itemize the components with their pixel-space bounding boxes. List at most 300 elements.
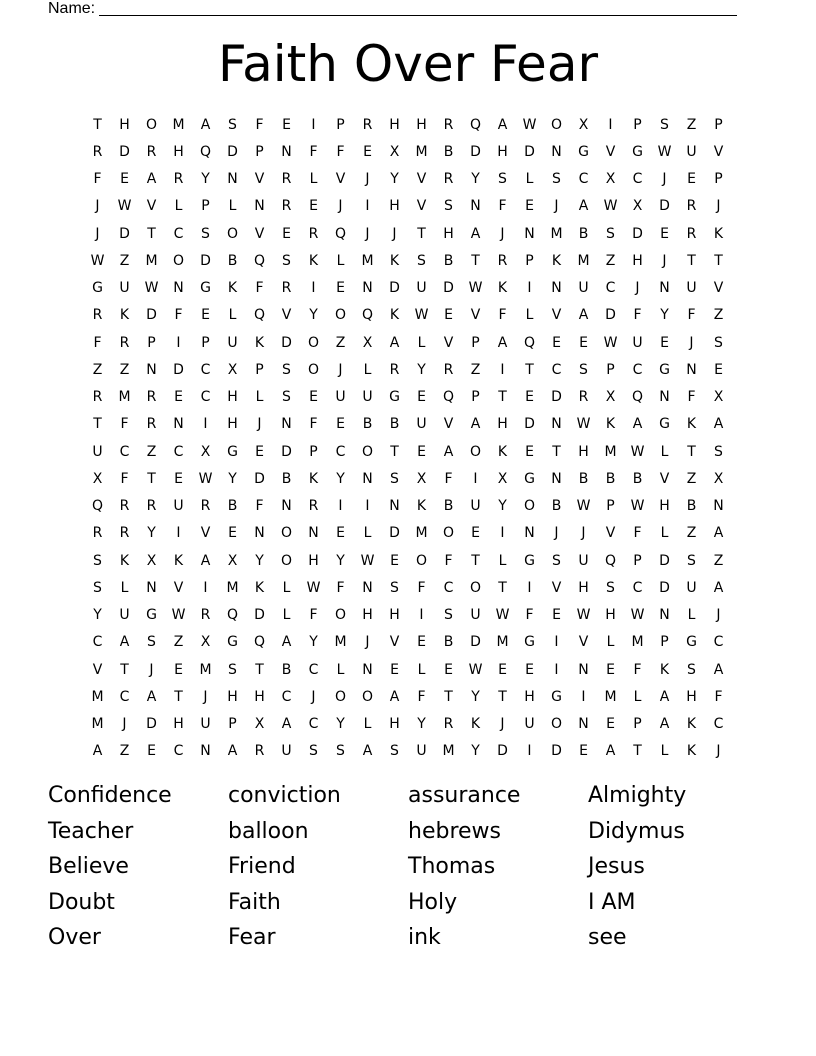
grid-letter[interactable]: H xyxy=(605,607,616,624)
grid-letter[interactable]: F xyxy=(120,416,129,433)
grid-letter[interactable]: M xyxy=(442,743,455,760)
grid-letter[interactable]: R xyxy=(146,416,157,433)
grid-letter[interactable]: S xyxy=(579,361,588,378)
grid-letter[interactable]: R xyxy=(443,116,454,133)
grid-letter[interactable]: W xyxy=(468,280,483,297)
grid-letter[interactable]: N xyxy=(578,661,589,678)
grid-letter[interactable]: R xyxy=(200,498,211,515)
grid-letter[interactable]: Y xyxy=(471,688,480,705)
grid-letter[interactable]: W xyxy=(144,280,159,297)
grid-letter[interactable]: I xyxy=(203,579,208,596)
grid-letter[interactable]: A xyxy=(200,552,211,569)
grid-letter[interactable]: P xyxy=(660,634,669,651)
grid-letter[interactable]: H xyxy=(659,498,670,515)
grid-letter[interactable]: H xyxy=(578,579,589,596)
grid-letter[interactable]: C xyxy=(551,361,562,378)
grid-letter[interactable]: W xyxy=(630,498,645,515)
grid-letter[interactable]: H xyxy=(443,225,454,242)
grid-letter[interactable]: E xyxy=(282,116,291,133)
grid-letter[interactable]: V xyxy=(605,525,616,542)
grid-letter[interactable]: Z xyxy=(470,361,481,378)
grid-letter[interactable]: T xyxy=(633,743,642,760)
grid-letter[interactable]: N xyxy=(362,280,373,297)
grid-letter[interactable]: S xyxy=(606,225,615,242)
grid-letter[interactable]: Y xyxy=(390,171,399,188)
grid-letter[interactable]: Y xyxy=(336,716,345,733)
grid-letter[interactable]: G xyxy=(578,143,589,160)
grid-letter[interactable]: D xyxy=(200,252,211,269)
grid-letter[interactable]: B xyxy=(443,498,454,515)
grid-letter[interactable]: R xyxy=(686,198,697,215)
grid-letter[interactable]: N xyxy=(281,143,292,160)
grid-letter[interactable]: E xyxy=(552,607,561,624)
grid-letter[interactable]: U xyxy=(119,607,130,624)
grid-letter[interactable]: R xyxy=(281,171,292,188)
grid-letter[interactable]: V xyxy=(200,525,211,542)
grid-letter[interactable]: K xyxy=(254,579,265,596)
grid-letter[interactable]: M xyxy=(118,389,131,406)
grid-letter[interactable]: T xyxy=(498,688,507,705)
grid-letter[interactable]: B xyxy=(578,470,589,487)
grid-letter[interactable]: E xyxy=(606,661,615,678)
grid-letter[interactable]: L xyxy=(417,661,426,678)
grid-letter[interactable]: J xyxy=(635,280,640,297)
grid-letter[interactable]: Q xyxy=(91,498,104,515)
grid-letter[interactable]: X xyxy=(416,470,427,487)
grid-letter[interactable]: H xyxy=(389,716,400,733)
grid-letter[interactable]: P xyxy=(633,116,642,133)
grid-letter[interactable]: O xyxy=(280,552,293,569)
grid-letter[interactable]: C xyxy=(578,171,589,188)
grid-letter[interactable]: K xyxy=(119,552,130,569)
grid-letter[interactable]: H xyxy=(173,143,184,160)
grid-letter[interactable]: M xyxy=(145,252,158,269)
grid-letter[interactable]: K xyxy=(686,416,697,433)
grid-letter[interactable]: E xyxy=(552,334,561,351)
grid-letter[interactable]: A xyxy=(713,661,724,678)
grid-letter[interactable]: P xyxy=(633,716,642,733)
grid-letter[interactable]: P xyxy=(255,143,264,160)
grid-letter[interactable]: F xyxy=(417,579,426,596)
grid-letter[interactable]: A xyxy=(227,743,238,760)
grid-letter[interactable]: L xyxy=(660,443,669,460)
grid-letter[interactable]: T xyxy=(174,688,183,705)
grid-letter[interactable]: L xyxy=(120,579,129,596)
grid-letter[interactable]: E xyxy=(174,470,183,487)
grid-letter[interactable]: P xyxy=(633,552,642,569)
grid-letter[interactable]: E xyxy=(417,634,426,651)
grid-letter[interactable]: P xyxy=(714,171,723,188)
grid-letter[interactable]: U xyxy=(281,743,292,760)
grid-letter[interactable]: S xyxy=(687,552,696,569)
grid-letter[interactable]: H xyxy=(578,443,589,460)
grid-letter[interactable]: O xyxy=(226,225,239,242)
grid-letter[interactable]: A xyxy=(713,579,724,596)
grid-letter[interactable]: F xyxy=(498,307,507,324)
grid-letter[interactable]: E xyxy=(228,525,237,542)
grid-letter[interactable]: R xyxy=(119,498,130,515)
grid-letter[interactable]: S xyxy=(282,252,291,269)
grid-letter[interactable]: C xyxy=(308,716,319,733)
grid-letter[interactable]: L xyxy=(174,198,183,215)
grid-letter[interactable]: J xyxy=(257,416,262,433)
grid-letter[interactable]: L xyxy=(525,307,534,324)
grid-letter[interactable]: L xyxy=(498,552,507,569)
grid-letter[interactable]: M xyxy=(415,525,428,542)
grid-letter[interactable]: N xyxy=(659,607,670,624)
grid-letter[interactable]: L xyxy=(282,607,291,624)
grid-letter[interactable]: B xyxy=(362,416,373,433)
grid-letter[interactable]: X xyxy=(254,716,265,733)
grid-letter[interactable]: O xyxy=(145,116,158,133)
grid-letter[interactable]: B xyxy=(389,416,400,433)
grid-letter[interactable]: Z xyxy=(92,361,103,378)
grid-letter[interactable]: Y xyxy=(417,716,426,733)
grid-letter[interactable]: H xyxy=(227,688,238,705)
grid-letter[interactable]: G xyxy=(524,552,535,569)
grid-letter[interactable]: D xyxy=(281,443,292,460)
grid-letter[interactable]: Y xyxy=(309,634,318,651)
grid-letter[interactable]: U xyxy=(578,552,589,569)
grid-letter[interactable]: I xyxy=(554,634,559,651)
grid-letter[interactable]: L xyxy=(336,661,345,678)
grid-letter[interactable]: V xyxy=(92,661,103,678)
grid-letter[interactable]: J xyxy=(365,634,370,651)
grid-letter[interactable]: A xyxy=(605,743,616,760)
grid-letter[interactable]: V xyxy=(443,416,454,433)
grid-letter[interactable]: C xyxy=(200,389,211,406)
grid-letter[interactable]: N xyxy=(281,416,292,433)
grid-letter[interactable]: C xyxy=(200,361,211,378)
grid-letter[interactable]: R xyxy=(389,361,400,378)
grid-letter[interactable]: U xyxy=(119,280,130,297)
grid-letter[interactable]: N xyxy=(551,280,562,297)
grid-letter[interactable]: P xyxy=(201,334,210,351)
grid-letter[interactable]: G xyxy=(659,416,670,433)
grid-letter[interactable]: D xyxy=(659,552,670,569)
grid-letter[interactable]: S xyxy=(714,443,723,460)
grid-letter[interactable]: N xyxy=(362,470,373,487)
grid-letter[interactable]: D xyxy=(659,579,670,596)
grid-letter[interactable]: F xyxy=(255,280,264,297)
grid-letter[interactable]: N xyxy=(146,579,157,596)
grid-letter[interactable]: O xyxy=(172,252,185,269)
grid-letter[interactable]: G xyxy=(227,634,238,651)
grid-letter[interactable]: N xyxy=(713,498,724,515)
grid-letter[interactable]: B xyxy=(281,470,292,487)
grid-letter[interactable]: C xyxy=(632,579,643,596)
grid-letter[interactable]: X xyxy=(227,361,238,378)
grid-letter[interactable]: C xyxy=(119,443,130,460)
grid-letter[interactable]: B xyxy=(443,634,454,651)
grid-letter[interactable]: W xyxy=(171,607,186,624)
grid-letter[interactable]: H xyxy=(389,116,400,133)
grid-letter[interactable]: F xyxy=(633,661,642,678)
grid-letter[interactable]: F xyxy=(93,171,102,188)
grid-letter[interactable]: T xyxy=(498,579,507,596)
grid-letter[interactable]: D xyxy=(632,225,643,242)
grid-letter[interactable]: I xyxy=(176,525,181,542)
grid-letter[interactable]: X xyxy=(578,116,589,133)
grid-letter[interactable]: G xyxy=(551,688,562,705)
grid-letter[interactable]: Z xyxy=(686,116,697,133)
grid-letter[interactable]: U xyxy=(227,334,238,351)
grid-letter[interactable]: Y xyxy=(336,470,345,487)
grid-letter[interactable]: C xyxy=(92,634,103,651)
grid-letter[interactable]: T xyxy=(687,252,696,269)
grid-letter[interactable]: Q xyxy=(523,334,536,351)
grid-letter[interactable]: R xyxy=(146,143,157,160)
grid-letter[interactable]: P xyxy=(714,116,723,133)
grid-letter[interactable]: X xyxy=(713,470,724,487)
grid-letter[interactable]: F xyxy=(687,389,696,406)
grid-letter[interactable]: X xyxy=(200,443,211,460)
grid-letter[interactable]: J xyxy=(338,361,343,378)
grid-letter[interactable]: Q xyxy=(226,607,239,624)
grid-letter[interactable]: Q xyxy=(253,634,266,651)
grid-letter[interactable]: W xyxy=(495,607,510,624)
grid-letter[interactable]: A xyxy=(281,716,292,733)
grid-letter[interactable]: L xyxy=(660,525,669,542)
grid-letter[interactable]: E xyxy=(525,198,534,215)
grid-letter[interactable]: V xyxy=(389,634,400,651)
grid-letter[interactable]: S xyxy=(498,171,507,188)
grid-letter[interactable]: V xyxy=(605,143,616,160)
grid-letter[interactable]: K xyxy=(686,743,697,760)
grid-letter[interactable]: U xyxy=(686,579,697,596)
grid-letter[interactable]: Z xyxy=(173,634,184,651)
grid-letter[interactable]: H xyxy=(362,607,373,624)
grid-letter[interactable]: L xyxy=(606,634,615,651)
grid-letter[interactable]: H xyxy=(524,688,535,705)
grid-letter[interactable]: R xyxy=(92,525,103,542)
grid-letter[interactable]: A xyxy=(713,525,724,542)
grid-letter[interactable]: R xyxy=(308,498,319,515)
grid-letter[interactable]: C xyxy=(335,443,346,460)
grid-letter[interactable]: Y xyxy=(228,470,237,487)
grid-letter[interactable]: K xyxy=(497,443,508,460)
grid-letter[interactable]: V xyxy=(551,579,562,596)
grid-letter[interactable]: A xyxy=(497,116,508,133)
grid-letter[interactable]: S xyxy=(390,579,399,596)
grid-letter[interactable]: F xyxy=(687,307,696,324)
grid-letter[interactable]: A xyxy=(659,716,670,733)
grid-letter[interactable]: L xyxy=(228,307,237,324)
grid-letter[interactable]: I xyxy=(176,334,181,351)
grid-letter[interactable]: J xyxy=(716,198,721,215)
grid-letter[interactable]: Q xyxy=(442,389,455,406)
grid-letter[interactable]: L xyxy=(660,743,669,760)
grid-letter[interactable]: N xyxy=(173,416,184,433)
grid-letter[interactable]: X xyxy=(497,470,508,487)
grid-letter[interactable]: N xyxy=(470,198,481,215)
grid-letter[interactable]: P xyxy=(471,334,480,351)
grid-letter[interactable]: K xyxy=(416,498,427,515)
grid-letter[interactable]: X xyxy=(389,143,400,160)
grid-letter[interactable]: N xyxy=(146,361,157,378)
grid-letter[interactable]: X xyxy=(362,334,373,351)
grid-letter[interactable]: F xyxy=(714,688,723,705)
grid-letter[interactable]: M xyxy=(577,252,590,269)
grid-letter[interactable]: Q xyxy=(604,552,617,569)
grid-letter[interactable]: Q xyxy=(469,116,482,133)
grid-letter[interactable]: M xyxy=(199,661,212,678)
grid-letter[interactable]: F xyxy=(309,416,318,433)
grid-letter[interactable]: T xyxy=(147,470,156,487)
grid-letter[interactable]: G xyxy=(524,634,535,651)
grid-letter[interactable]: V xyxy=(470,307,481,324)
grid-letter[interactable]: F xyxy=(525,607,534,624)
grid-letter[interactable]: I xyxy=(311,280,316,297)
grid-letter[interactable]: Q xyxy=(631,389,644,406)
grid-letter[interactable]: E xyxy=(417,443,426,460)
grid-letter[interactable]: P xyxy=(525,252,534,269)
grid-letter[interactable]: F xyxy=(417,688,426,705)
grid-letter[interactable]: A xyxy=(389,688,400,705)
grid-letter[interactable]: K xyxy=(254,334,265,351)
grid-letter[interactable]: W xyxy=(360,552,375,569)
grid-letter[interactable]: X xyxy=(200,634,211,651)
grid-letter[interactable]: T xyxy=(687,443,696,460)
grid-letter[interactable]: W xyxy=(117,198,132,215)
grid-letter[interactable]: T xyxy=(498,389,507,406)
grid-letter[interactable]: D xyxy=(119,143,130,160)
grid-letter[interactable]: C xyxy=(281,688,292,705)
grid-letter[interactable]: T xyxy=(120,661,129,678)
grid-letter[interactable]: G xyxy=(632,143,643,160)
grid-letter[interactable]: F xyxy=(120,470,129,487)
grid-letter[interactable]: L xyxy=(525,171,534,188)
grid-letter[interactable]: G xyxy=(200,280,211,297)
grid-letter[interactable]: Y xyxy=(93,607,102,624)
grid-letter[interactable]: T xyxy=(255,661,264,678)
grid-letter[interactable]: E xyxy=(444,661,453,678)
grid-letter[interactable]: E xyxy=(606,716,615,733)
grid-letter[interactable]: J xyxy=(95,198,100,215)
grid-letter[interactable]: D xyxy=(173,361,184,378)
grid-letter[interactable]: B xyxy=(443,252,454,269)
grid-letter[interactable]: X xyxy=(605,171,616,188)
grid-letter[interactable]: D xyxy=(146,307,157,324)
grid-letter[interactable]: P xyxy=(606,361,615,378)
grid-letter[interactable]: J xyxy=(689,334,694,351)
grid-letter[interactable]: J xyxy=(554,198,559,215)
grid-letter[interactable]: M xyxy=(604,443,617,460)
grid-letter[interactable]: K xyxy=(470,716,481,733)
grid-letter[interactable]: F xyxy=(336,579,345,596)
grid-letter[interactable]: J xyxy=(311,688,316,705)
grid-letter[interactable]: J xyxy=(122,716,127,733)
grid-letter[interactable]: Z xyxy=(713,552,724,569)
grid-letter[interactable]: H xyxy=(119,116,130,133)
grid-letter[interactable]: Z xyxy=(713,307,724,324)
grid-letter[interactable]: M xyxy=(550,225,563,242)
grid-letter[interactable]: P xyxy=(336,116,345,133)
grid-letter[interactable]: B xyxy=(605,470,616,487)
grid-letter[interactable]: R xyxy=(173,171,184,188)
grid-letter[interactable]: D xyxy=(551,743,562,760)
grid-letter[interactable]: F xyxy=(309,143,318,160)
grid-letter[interactable]: V xyxy=(713,280,724,297)
grid-letter[interactable]: G xyxy=(92,280,103,297)
grid-letter[interactable]: K xyxy=(497,280,508,297)
grid-letter[interactable]: S xyxy=(228,116,237,133)
grid-letter[interactable]: X xyxy=(92,470,103,487)
grid-letter[interactable]: X xyxy=(146,552,157,569)
grid-letter[interactable]: S xyxy=(282,389,291,406)
grid-letter[interactable]: Q xyxy=(361,307,374,324)
grid-letter[interactable]: E xyxy=(525,661,534,678)
grid-letter[interactable]: A xyxy=(146,688,157,705)
grid-letter[interactable]: V xyxy=(416,198,427,215)
grid-letter[interactable]: N xyxy=(254,525,265,542)
grid-letter[interactable]: W xyxy=(576,498,591,515)
grid-letter[interactable]: I xyxy=(554,661,559,678)
grid-letter[interactable]: F xyxy=(255,498,264,515)
grid-letter[interactable]: A xyxy=(632,416,643,433)
grid-letter[interactable]: W xyxy=(630,443,645,460)
grid-letter[interactable]: I xyxy=(608,116,613,133)
grid-letter[interactable]: V xyxy=(713,143,724,160)
grid-letter[interactable]: H xyxy=(416,116,427,133)
grid-letter[interactable]: N xyxy=(686,361,697,378)
grid-letter[interactable]: J xyxy=(392,225,397,242)
grid-letter[interactable]: E xyxy=(336,280,345,297)
grid-letter[interactable]: A xyxy=(281,634,292,651)
grid-letter[interactable]: P xyxy=(471,389,480,406)
grid-letter[interactable]: J xyxy=(365,171,370,188)
grid-letter[interactable]: D xyxy=(389,525,400,542)
grid-letter[interactable]: U xyxy=(416,280,427,297)
grid-letter[interactable]: U xyxy=(335,389,346,406)
grid-letter[interactable]: T xyxy=(471,552,480,569)
grid-letter[interactable]: D xyxy=(254,470,265,487)
grid-letter[interactable]: E xyxy=(471,525,480,542)
grid-letter[interactable]: P xyxy=(228,716,237,733)
grid-letter[interactable]: I xyxy=(500,361,505,378)
grid-letter[interactable]: H xyxy=(497,143,508,160)
grid-letter[interactable]: N xyxy=(308,525,319,542)
grid-letter[interactable]: E xyxy=(147,743,156,760)
grid-letter[interactable]: Q xyxy=(199,143,212,160)
grid-letter[interactable]: K xyxy=(308,470,319,487)
grid-letter[interactable]: S xyxy=(93,552,102,569)
grid-letter[interactable]: J xyxy=(716,607,721,624)
grid-letter[interactable]: P xyxy=(147,334,156,351)
grid-letter[interactable]: V xyxy=(254,225,265,242)
grid-letter[interactable]: Y xyxy=(309,307,318,324)
grid-letter[interactable]: N xyxy=(551,143,562,160)
grid-letter[interactable]: Z xyxy=(119,252,130,269)
grid-letter[interactable]: U xyxy=(416,743,427,760)
grid-letter[interactable]: Y xyxy=(147,525,156,542)
grid-letter[interactable]: S xyxy=(660,116,669,133)
grid-letter[interactable]: W xyxy=(414,307,429,324)
grid-letter[interactable]: H xyxy=(632,252,643,269)
grid-letter[interactable]: R xyxy=(443,171,454,188)
grid-letter[interactable]: O xyxy=(334,607,347,624)
grid-letter[interactable]: H xyxy=(227,389,238,406)
grid-letter[interactable]: F xyxy=(444,552,453,569)
grid-letter[interactable]: S xyxy=(606,579,615,596)
grid-letter[interactable]: U xyxy=(470,498,481,515)
grid-letter[interactable]: G xyxy=(686,634,697,651)
grid-letter[interactable]: J xyxy=(338,198,343,215)
grid-letter[interactable]: Z xyxy=(119,743,130,760)
grid-letter[interactable]: C xyxy=(173,443,184,460)
grid-letter[interactable]: P xyxy=(201,198,210,215)
grid-letter[interactable]: O xyxy=(361,688,374,705)
